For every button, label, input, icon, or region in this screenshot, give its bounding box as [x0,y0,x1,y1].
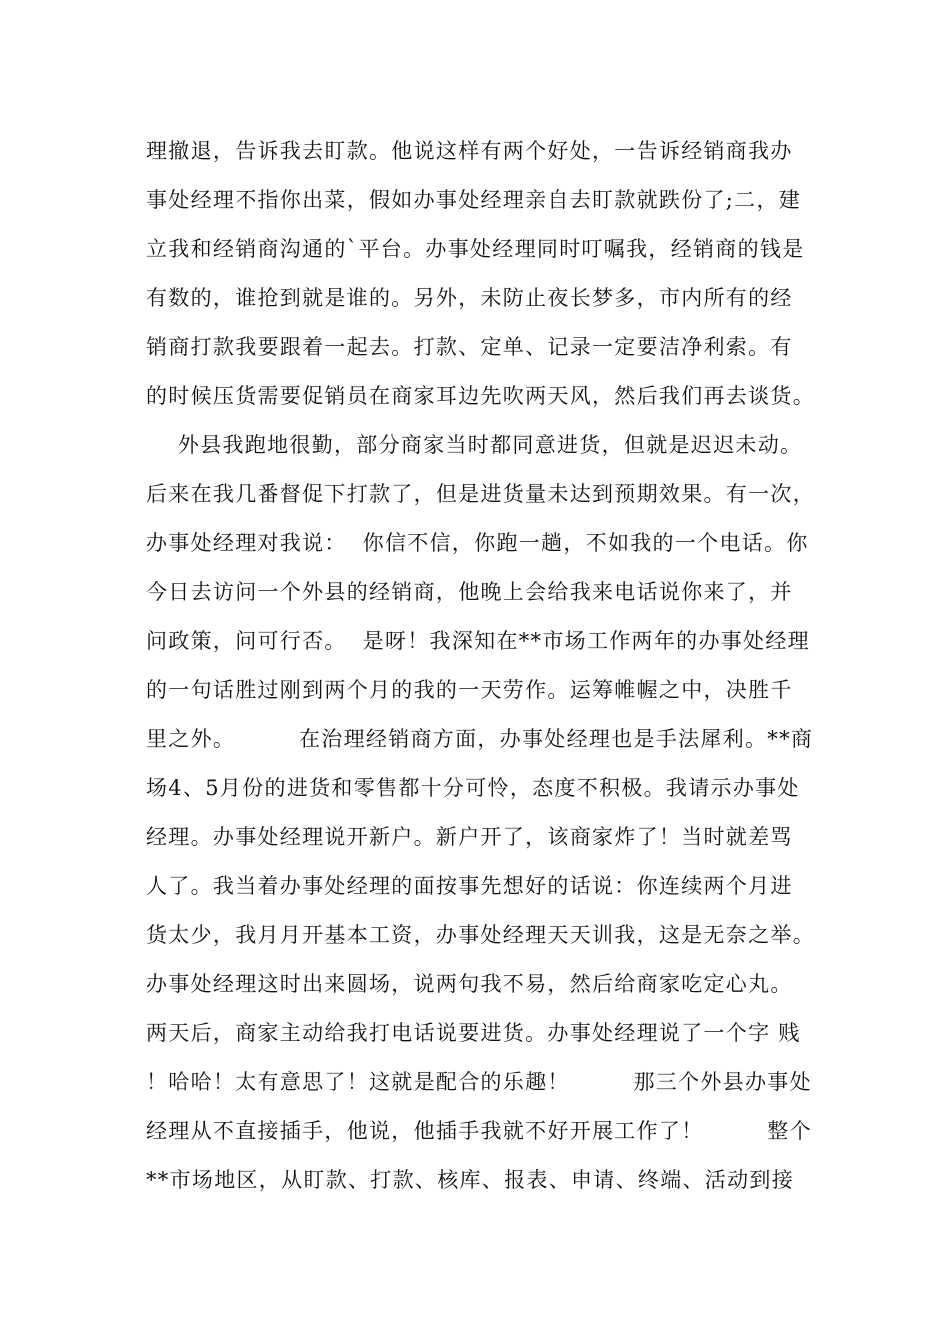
text-line: 的一句话胜过刚到两个月的我的一天劳作。运筹帷幄之中，决胜千 [146,678,793,702]
text-line: 办事处经理这时出来圆场，说两句我不易，然后给商家吃定心丸。 [146,972,793,996]
text-line: 外县我跑地很勤，部分商家当时都同意进货，但就是迟迟未动。 [146,433,803,457]
text-line: 立我和经销商沟通的`平台。办事处经理同时叮嘱我，经销商的钱是 [146,237,805,261]
text-line: **市场地区，从盯款、打款、核库、报表、申请、终端、活动到接 [146,1168,794,1192]
text-line: 经理从不直接插手，他说，他插手我就不好开展工作了！ 整个 [146,1119,812,1143]
text-line: 人了。我当着办事处经理的面按事先想好的话说：你连续两个月进 [146,874,793,898]
text-line: 的时候压货需要促销员在商家耳边先吹两天风，然后我们再去谈货。 [146,384,815,408]
text-line: 今日去访问一个外县的经销商，他晚上会给我来电话说你来了，并 [146,580,793,604]
text-line: 里之外。 在治理经销商方面，办事处经理也是手法犀利。**商 [146,727,814,751]
text-line: 经理。办事处经理说开新户。新户开了，该商家炸了！当时就差骂 [146,825,793,849]
text-line: 理撤退，告诉我去盯款。他说这样有两个好处，一告诉经销商我办 [146,139,793,163]
text-line: 后来在我几番督促下打款了，但是进货量未达到预期效果。有一次， [146,482,815,506]
text-line: 销商打款我要跟着一起去。打款、定单、记录一定要洁净利索。有 [146,335,793,359]
text-line: 事处经理不指你出菜，假如办事处经理亲自去盯款就跌份了;二，建 [146,188,802,212]
body-text [146,127,826,1205]
text-line: 场4、5月份的进货和零售都十分可怜，态度不积极。我请示办事处 [146,776,800,800]
text-line: ！哈哈！太有意思了！这就是配合的乐趣！ 那三个外县办事处 [146,1070,812,1094]
text-line: 两天后，商家主动给我打电话说要进货。办事处经理说了一个字 贱 [146,1021,801,1045]
text-line: 问政策，问可行否。 是呀！我深知在**市场工作两年的办事处经理 [146,629,810,653]
text-line: 货太少，我月月开基本工资，办事处经理天天训我，这是无奈之举。 [146,923,815,947]
text-line: 办事处经理对我说： 你信不信，你跑一趟，不如我的一个电话。你 [146,531,809,555]
text-line: 有数的，谁抢到就是谁的。另外，未防止夜长梦多，市内所有的经 [146,286,793,310]
